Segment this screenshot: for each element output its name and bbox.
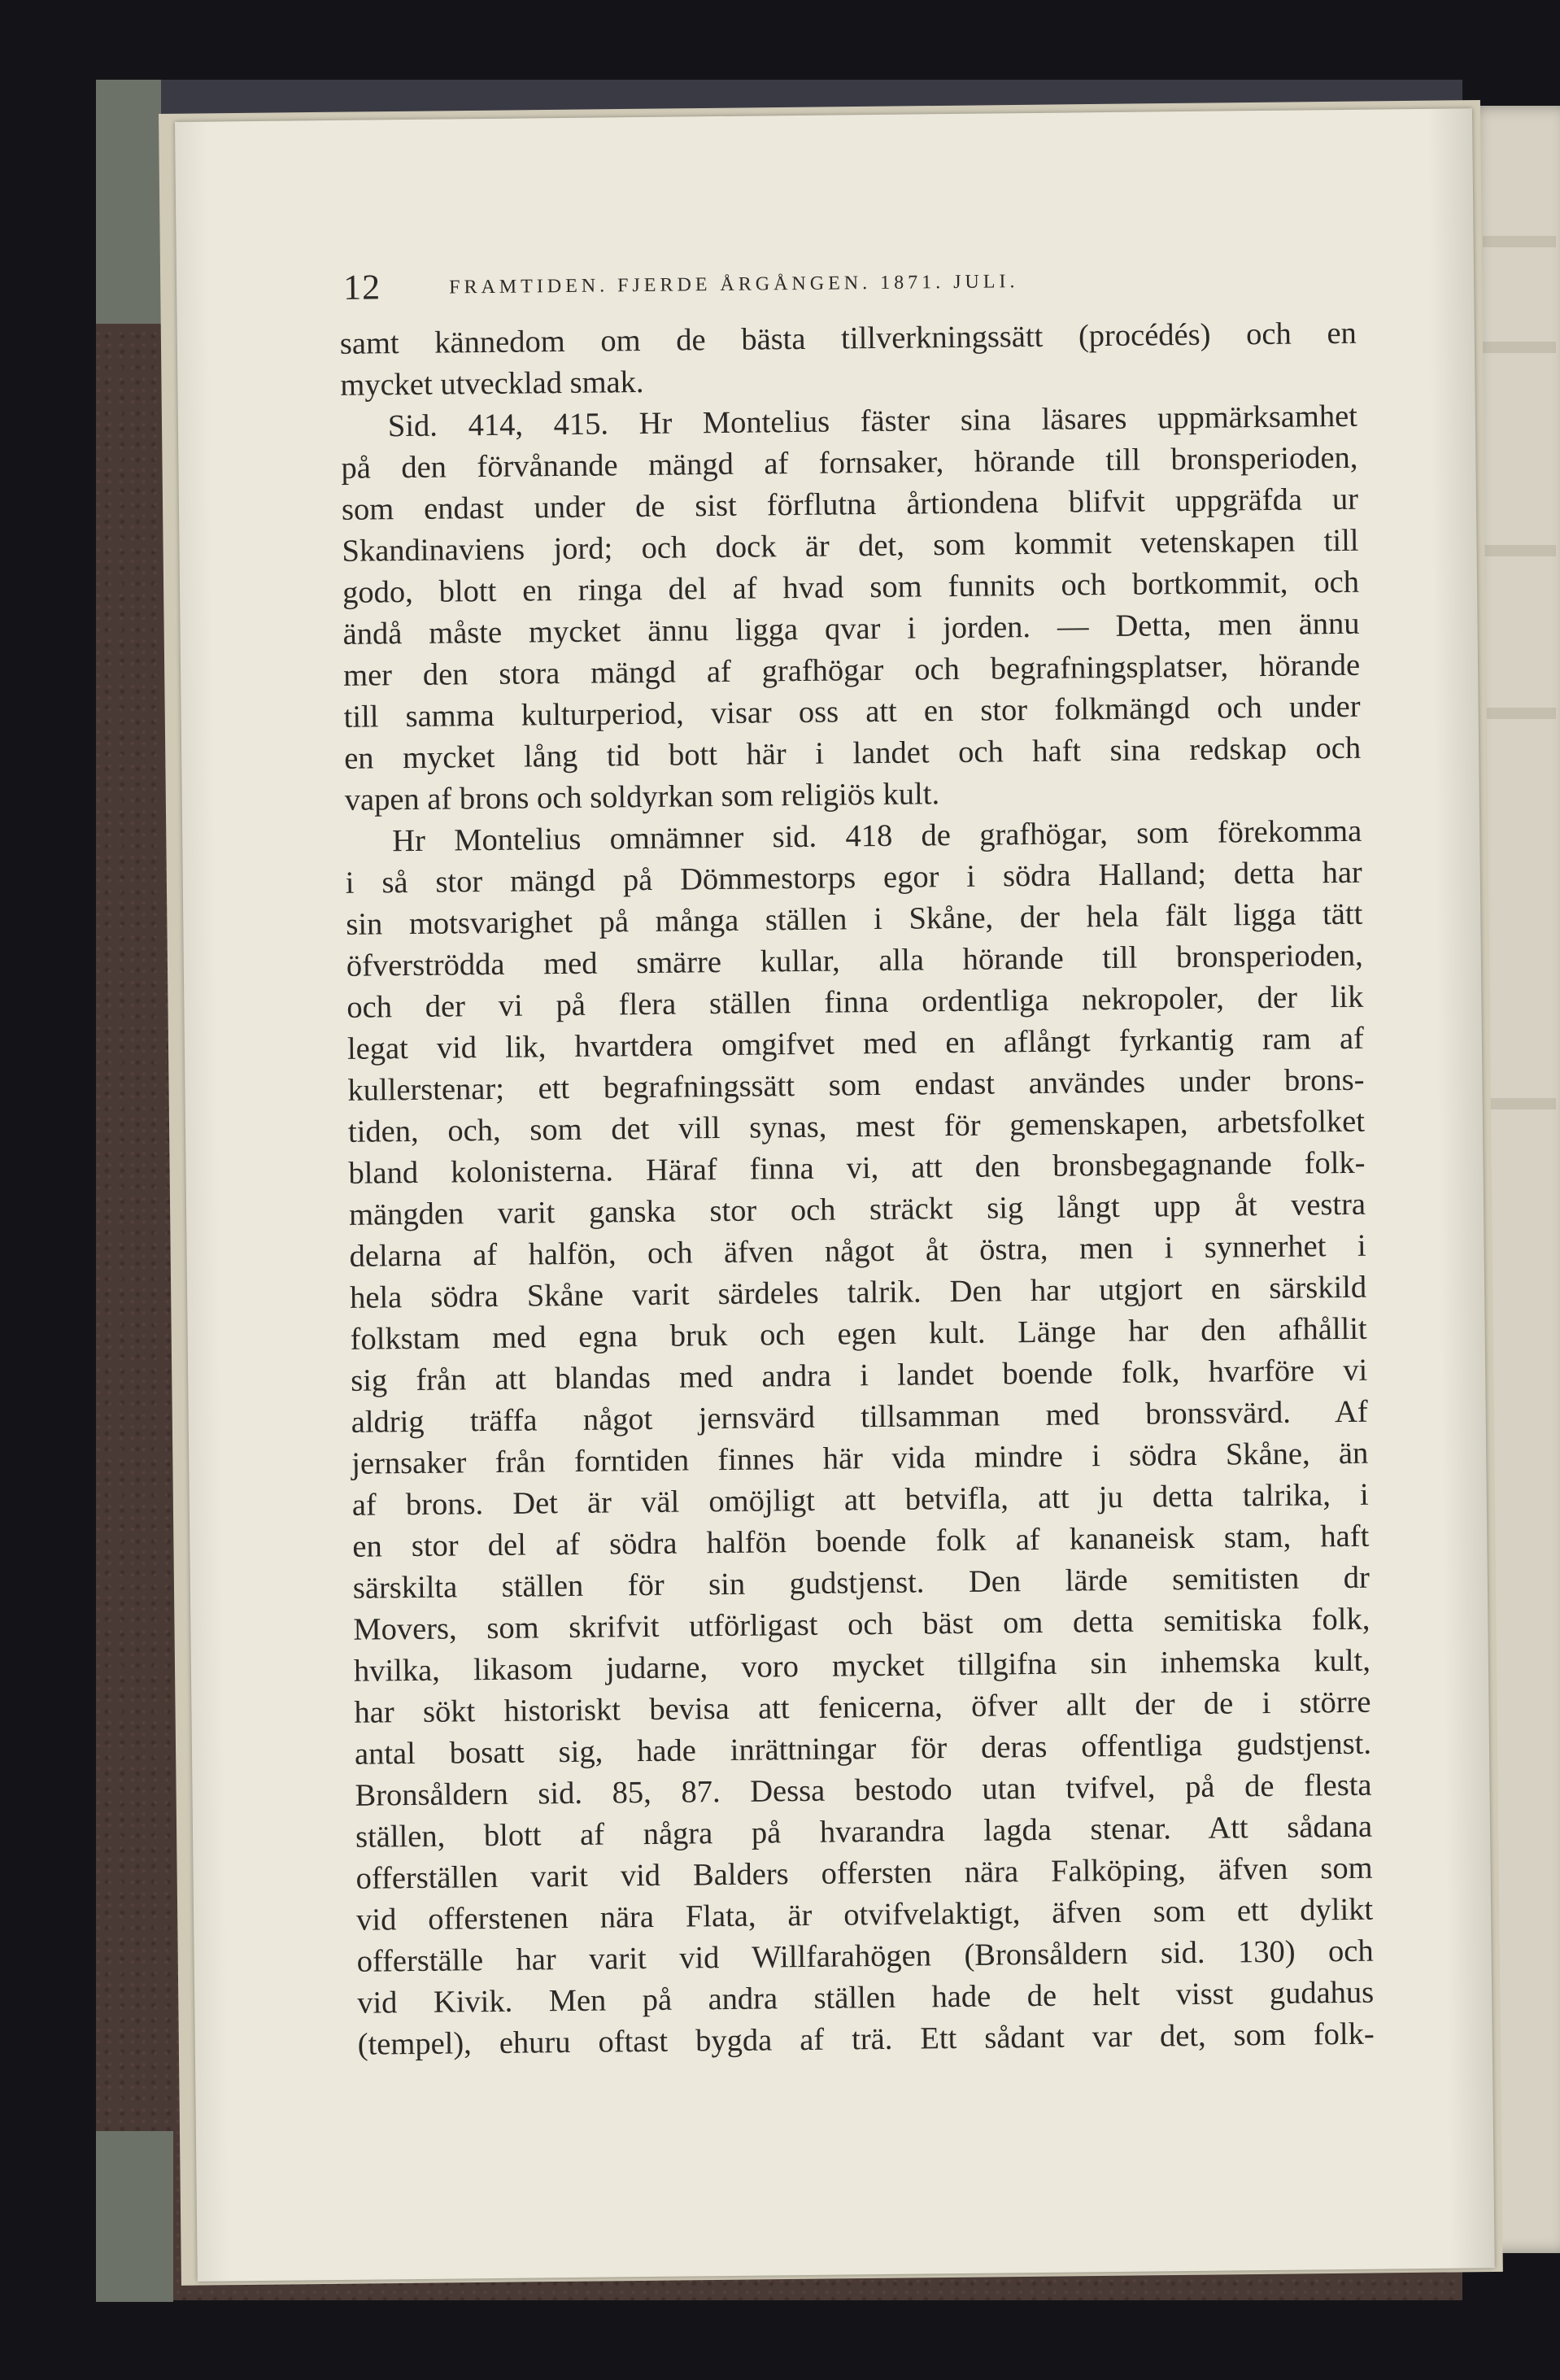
text-line: på den förvånande mängd af fornsaker, hörande till bronsperioden, (341, 440, 1358, 486)
text-line: Hr Montelius omnämner sid. 418 de grafhögar, som förekomma (392, 813, 1362, 859)
text-line: hvilka, likasom judarne, voro mycket tillgifna sin inhemska kult, (353, 1643, 1371, 1689)
text-line: som endast under de sist förflutna årtiondena blifvit uppgräfda ur (341, 482, 1359, 527)
text-line: ställen, blott af några på hvarandra lagda stenar. Att sådana (355, 1809, 1373, 1855)
text-line: legat vid lik, hvartdera omgifvet med en aflångt fyrkantig ram af (346, 1021, 1365, 1066)
body-text (340, 313, 1375, 2066)
text-line: folkstam med egna bruk och egen kult. Länge har den afhållit (350, 1311, 1367, 1357)
page-number: 12 (342, 267, 381, 307)
text-line: Skandinaviens jord; och dock är det, som kommit vetenskapen till (342, 523, 1359, 569)
paragraph-3 (345, 811, 1375, 2066)
text-line: samt kännedom om de bästa tillverkningssätt (procédés) och en (339, 316, 1357, 361)
text-line: en mycket lång tid bott här i landet och haft sina redskap och (343, 730, 1362, 776)
text-line: aldrig träffa något jernsvärd tillsamman med bronssvärd. Af (351, 1394, 1368, 1440)
running-title: FRAMTIDEN. FJERDE ÅRGÅNGEN. 1871. JULI. (449, 271, 1019, 299)
text-line: har sökt historiskt bevisa att fenicerna, öfver allt der de i större (354, 1685, 1371, 1730)
paragraph-1 (340, 313, 1357, 407)
book-cover-corner-lower (96, 2131, 173, 2302)
text-line: Movers, som skrifvit utförligast och bäst om detta semitiska folk, (353, 1602, 1370, 1647)
text-line: delarna af halfön, och äfven något åt östra, men i synnerhet i (349, 1228, 1366, 1274)
text-line: vid Kivik. Men på andra ställen hade de helt visst gudahus (357, 1975, 1375, 2020)
text-line: af brons. Det är väl omöjligt att betvifla, att ju detta talrika, i (351, 1477, 1369, 1523)
text-line: vapen af brons och soldyrkan som religiös kult. (344, 777, 940, 817)
text-line: mycket utvecklad smak. (340, 364, 644, 403)
text-line: antal bosatt sig, hade inrättningar för deras offentliga gudstjenst. (354, 1726, 1372, 1772)
book-page (175, 108, 1495, 2282)
text-line: Sid. 414, 415. Hr Montelius fäster sina läsares uppmärksamhet (387, 399, 1358, 444)
text-line: jernsaker från forntiden finnes här vida mindre i södra Skåne, än (351, 1436, 1369, 1481)
text-line: hela södra Skåne varit särdeles talrik. Den har utgjort en särskild (349, 1270, 1367, 1315)
text-line: och der vi på flera ställen finna ordentliga nekropoler, der lik (346, 979, 1364, 1025)
text-line: mängden varit ganska stor och sträckt sig långt upp åt vestra (348, 1187, 1366, 1232)
text-line: tiden, och, som det vill synas, mest för gemenskapen, arbetsfolket (347, 1104, 1366, 1149)
text-line: en stor del af södra halfön boende folk af kananeisk stam, haft (352, 1519, 1370, 1564)
text-line: särskilta ställen för sin gudstjenst. Den lärde semitisten dr (352, 1560, 1370, 1606)
text-line: öfverströdda med smärre kullar, alla hörande till bronsperioden, (346, 938, 1364, 983)
text-line: sig från att blandas med andra i landet boende folk, hvarföre vi (351, 1353, 1368, 1398)
book-cover-corner (96, 80, 161, 324)
text-line: sin motsvarighet på många ställen i Skåne, der hela fält ligga tätt (346, 896, 1363, 942)
text-line: (tempel), ehuru oftast bygda af trä. Ett sådant var det, som folk- (357, 2016, 1375, 2062)
text-line: kullerstenar; ett begrafningssätt som endast användes under brons- (347, 1062, 1365, 1108)
paragraph-2 (341, 396, 1362, 822)
text-line: bland kolonisterna. Häraf finna vi, att den bronsbegagnande folk- (348, 1145, 1366, 1191)
text-line: offerställen varit vid Balders offersten nära Falköping, äfven som (355, 1850, 1373, 1896)
text-line: godo, blott en ringa del af hvad som funnits och bortkommit, och (342, 564, 1360, 610)
text-line: Bronsåldern sid. 85, 87. Dessa bestodo utan tvifvel, på de flesta (355, 1768, 1372, 1813)
text-line: vid offerstenen nära Flata, är otvifvelaktigt, äfven som ett dylikt (355, 1892, 1374, 1938)
text-line: i så stor mängd på Dömmestorps egor i södra Halland; detta har (345, 855, 1362, 900)
text-line: ändå måste mycket ännu ligga qvar i jorden. — Detta, men ännu (342, 606, 1360, 652)
running-head (343, 256, 1320, 316)
text-line: mer den stora mängd af grafhögar och begrafningsplatser, hörande (342, 647, 1361, 693)
text-line: offerställe har varit vid Willfarahögen (Bronsåldern sid. 130) och (356, 1933, 1374, 1979)
text-line: till samma kulturperiod, visar oss att en stor folkmängd och under (343, 689, 1361, 734)
